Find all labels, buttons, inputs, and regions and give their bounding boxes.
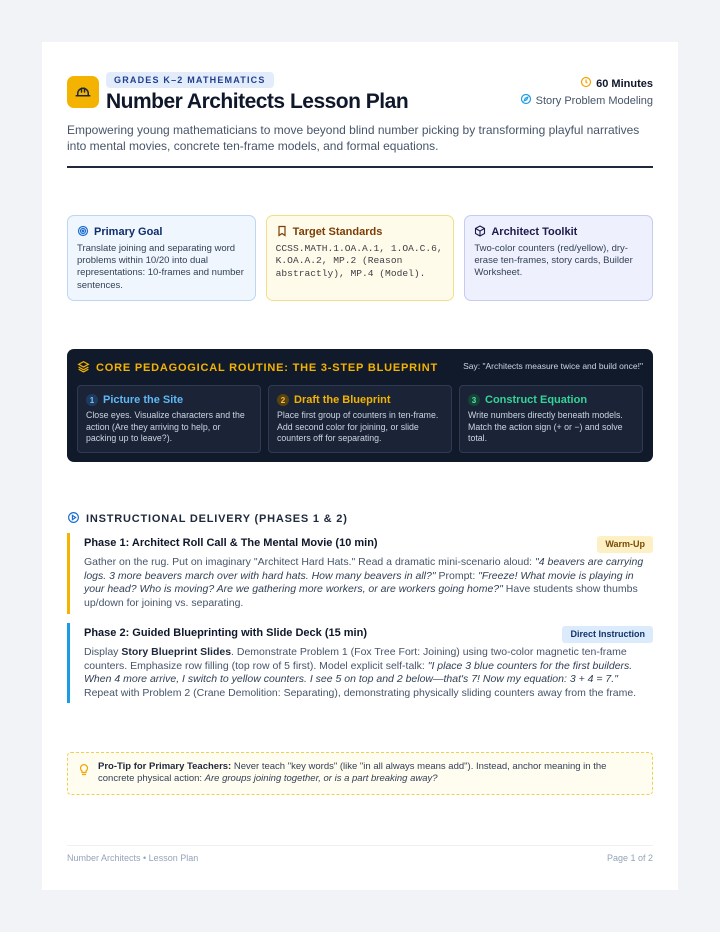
- section-title: INSTRUCTIONAL DELIVERY (PHASES 1 & 2): [86, 513, 348, 525]
- routine-title: CORE PEDAGOGICAL ROUTINE: THE 3-STEP BLUEPRINT: [96, 362, 438, 374]
- step-card: [77, 385, 261, 453]
- warm-up-badge: Warm-Up: [597, 536, 653, 553]
- phase-description: Gather on the rug. Put on imaginary "Architect Hard Hats." Read a dramatic mini-scenario aloud: "4 beavers are carrying logs. 3 more beavers march over with hard hats. How many beavers in all?" Prompt: "Freeze! What movie is playing in your head? Who is moving? Are we gathering more workers, or are workers going home?" Have students show thumbs up/down for joining vs. separating.: [84, 556, 644, 610]
- architect-toolkit-card: [464, 215, 653, 301]
- direct-instruction-badge: Direct Instruction: [562, 626, 653, 643]
- cube-icon: [474, 225, 486, 240]
- step-card: [459, 385, 643, 453]
- target-icon: [77, 225, 89, 240]
- pro-tip-callout: Pro-Tip for Primary Teachers: Never teach "key words" (like "in all always means add"). Instead, anchor meaning in the concrete physical action: Are groups joining together, or is a part breaking away?: [67, 752, 653, 795]
- card-title: Primary Goal: [94, 226, 163, 238]
- footer-title: Number Architects • Lesson Plan: [67, 853, 199, 863]
- page-number: Page 1 of 2: [606, 853, 653, 863]
- step-number: 1: [86, 394, 98, 406]
- lesson-focus: Story Problem Modeling: [535, 95, 653, 107]
- step-title: Draft the Blueprint: [294, 394, 391, 406]
- core-routine-panel: [67, 349, 653, 462]
- phase-description: Display Story Blueprint Slides. Demonstrate Problem 1 (Fox Tree Fort: Joining) using two-color magnetic ten-frame counters. Emphasize row filling (top row of 5 first). Model explicit self-talk: "I place 3 blue counters for the first builders. When 4 more arrive, I switch to yellow counters. I see 5 on top and 2 below—that's 7! Now my equation: 3 + 4 = 7." Repeat with Problem 2 (Crane Demolition: Separating), demonstrating physically sliding counters away from the frame.: [84, 646, 637, 700]
- blueprint-steps: [77, 385, 643, 453]
- delivery-section-heading: [67, 511, 348, 527]
- grade-badge: GRADES K–2 MATHEMATICS: [106, 72, 274, 88]
- page-subtitle: Empowering young mathematicians to move beyond blind number picking by transforming playful narratives into mental movies, concrete ten-frame models, and formal equations.: [67, 123, 640, 153]
- bookmark-icon: [276, 225, 288, 240]
- clock-icon: [580, 75, 592, 93]
- play-circle-icon: [67, 511, 80, 527]
- phase-2-block: [67, 623, 653, 703]
- card-body: CCSS.MATH.1.OA.A.1, 1.OA.C.6, K.OA.A.2, MP.2 (Reason abstractly), MP.4 (Model).: [275, 243, 443, 279]
- hard-hat-icon: [67, 76, 99, 108]
- routine-quote: Say: "Architects measure twice and build once!": [463, 361, 643, 371]
- step-title: Construct Equation: [485, 394, 588, 406]
- footer-divider: [67, 845, 653, 846]
- step-body: Write numbers directly beneath models. Match the action sign (+ or −) and solve total.: [468, 410, 623, 444]
- compass-icon: [520, 92, 532, 110]
- tip-label: Pro-Tip for Primary Teachers:: [98, 761, 232, 772]
- page-title: Number Architects Lesson Plan: [106, 90, 409, 113]
- target-standards-card: [266, 215, 455, 301]
- step-card: [268, 385, 452, 453]
- step-number: 2: [277, 394, 289, 406]
- phase-title: Phase 2: Guided Blueprinting with Slide Deck (15 min): [84, 627, 367, 639]
- card-body: Two-color counters (red/yellow), dry-erase ten-frames, story cards, Builder Worksheet.: [474, 243, 633, 279]
- lightbulb-icon: [78, 762, 90, 780]
- layers-icon: [77, 360, 90, 376]
- phase-1-block: [67, 533, 653, 614]
- card-title: Target Standards: [292, 226, 383, 238]
- card-body: Translate joining and separating word problems within 10/20 into dual representations: 10-frames and number sentences.: [77, 243, 244, 291]
- overview-cards: [67, 215, 653, 301]
- phase-title: Phase 1: Architect Roll Call & The Mental Movie (10 min): [84, 537, 378, 549]
- step-body: Close eyes. Visualize characters and the action (Are they arriving to help, or packing up to leave?).: [86, 410, 245, 444]
- card-title: Architect Toolkit: [491, 226, 578, 238]
- primary-goal-card: [67, 215, 256, 301]
- page-header: [67, 42, 653, 154]
- step-title: Picture the Site: [103, 394, 184, 406]
- step-number: 3: [468, 394, 480, 406]
- lesson-meta: [520, 76, 653, 110]
- step-body: Place first group of counters in ten-frame. Add second color for joining, or slide counters off for separating.: [277, 410, 439, 444]
- header-divider: [67, 166, 653, 168]
- lesson-duration: 60 Minutes: [596, 78, 653, 90]
